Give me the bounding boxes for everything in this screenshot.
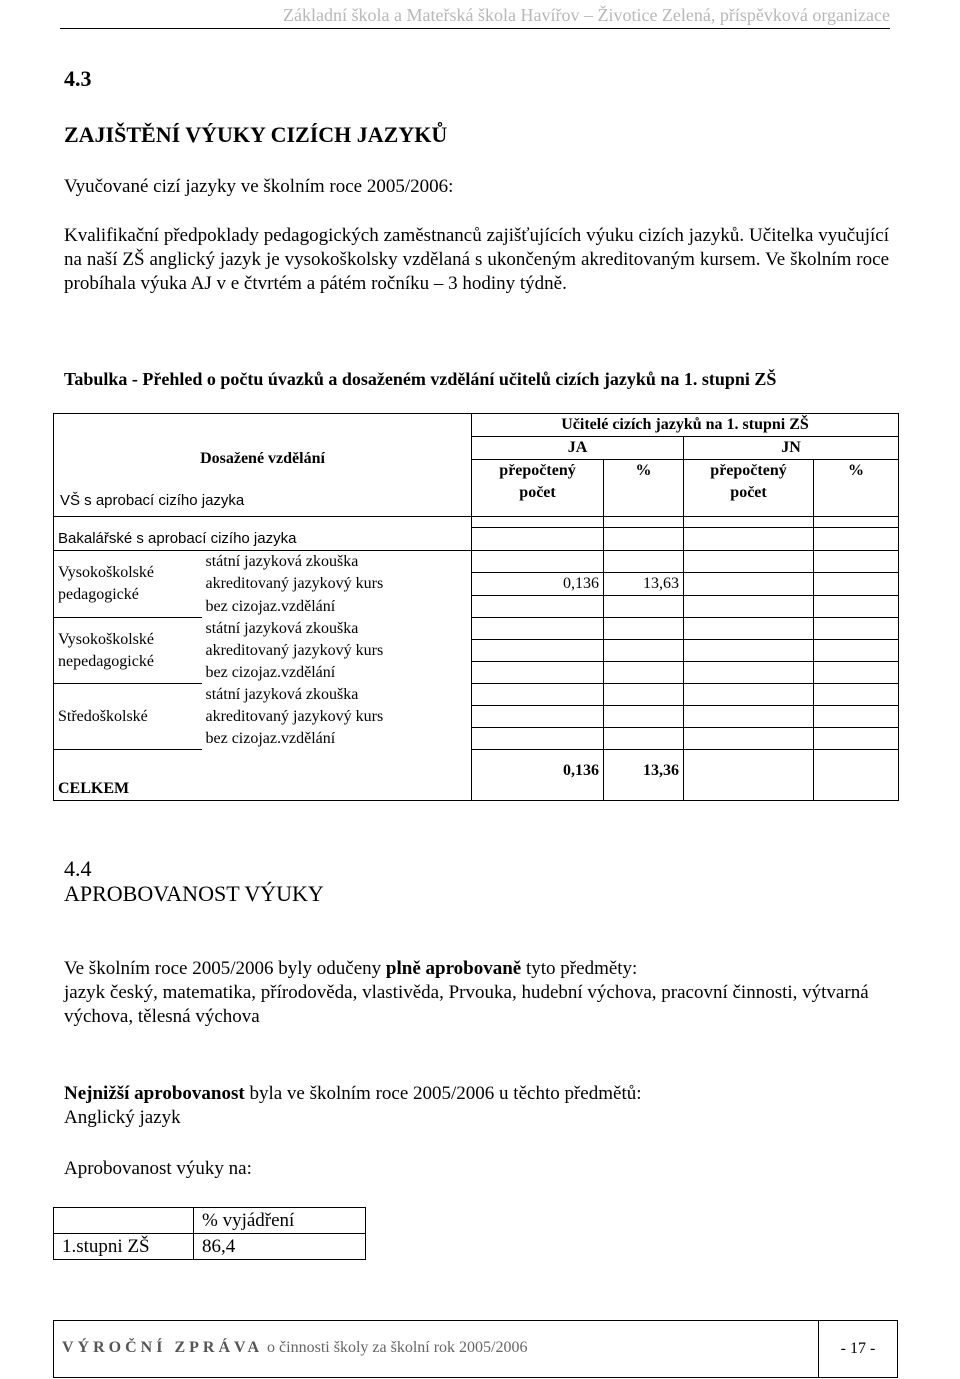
lowest-aprobation-text: byla ve školním roce 2005/2006 u těchto předmětů: — [249, 1083, 642, 1104]
cell-ja-pct — [604, 596, 684, 618]
cell-jn-count — [684, 596, 814, 618]
total-label — [54, 750, 472, 801]
group-name-0-line1: Vysokoškolské — [58, 563, 155, 581]
spacer-cell — [472, 517, 604, 528]
row-label: bez cizojaz.vzdělání — [202, 728, 472, 750]
aprobation-table-row — [54, 1234, 366, 1260]
group-name-1 — [54, 618, 202, 684]
header-education-label: Dosažené vzdělání — [200, 450, 325, 467]
cell-ja-pct — [604, 640, 684, 662]
row-label: bez cizojaz.vzdělání — [202, 662, 472, 684]
cell-jn-pct — [814, 596, 899, 618]
aprobation-table-empty-cell — [54, 1208, 194, 1234]
cell-jn-count — [684, 640, 814, 662]
aprobation-table-header-row — [54, 1208, 366, 1234]
cell-jn-pct — [814, 573, 899, 596]
cell-jn-count — [684, 684, 814, 706]
header-jn-count-line2: počet — [730, 484, 767, 501]
header-ja: JA — [472, 437, 684, 460]
cell-jn-count — [684, 706, 814, 728]
spacer-cell — [604, 517, 684, 528]
group-name-2 — [54, 684, 202, 750]
header-education — [54, 414, 472, 517]
cell-ja-pct: 13,63 — [604, 573, 684, 596]
cell-jn-pct — [814, 684, 899, 706]
spacer-left — [54, 517, 472, 528]
table-row-g1-r0 — [54, 618, 899, 640]
header-teachers: Učitelé cizích jazyků na 1. stupni ZŠ — [472, 414, 899, 437]
cell-ja-count — [472, 618, 604, 640]
group-name-0-line2: pedagogické — [58, 585, 139, 603]
cell-jn-pct — [814, 706, 899, 728]
empty-cell — [814, 528, 899, 551]
cell-jn-pct — [814, 662, 899, 684]
table-row-g0-r0 — [54, 550, 899, 573]
intro-text: Vyučované cizí jazyky ve školním roce 2005/2006: — [64, 176, 454, 197]
table-total-row — [54, 750, 899, 801]
qualification-paragraph: Kvalifikační předpoklady pedagogických zaměstnanců zajišťujících výuku cizích jazyků. Učitelka vyučující na naší ZŠ anglický jazyk je vysokoškolsky vzdělaná s ukončeným akreditovaným kursem. Ve školním roce probíhala výuka AJ v e čtvrtém a pátém ročníku – 3 hodiny týdně. — [64, 225, 889, 294]
aprobation-paragraph — [64, 957, 894, 1029]
group-name-1-line1: Vysokoškolské — [58, 630, 155, 648]
row-label: akreditovaný jazykový kurs — [202, 706, 472, 728]
aprobation-table-row-label: 1.stupni ZŠ — [54, 1234, 194, 1260]
section-title-4-3: ZAJIŠTĚNÍ VÝUKY CIZÍCH JAZYKŮ — [64, 122, 448, 147]
aprobation-table — [53, 1207, 366, 1260]
aprobation-fully: plně — [385, 958, 421, 979]
row-vs-aprobation: VŠ s aprobací cizího jazyka — [60, 492, 245, 509]
cell-ja-count — [472, 550, 604, 573]
cell-ja-count — [472, 706, 604, 728]
teachers-table — [53, 413, 899, 801]
row-label: bez cizojaz.vzdělání — [202, 596, 472, 618]
cell-jn-pct — [814, 728, 899, 750]
section-title-4-4: APROBOVANOST VÝUKY — [64, 881, 324, 906]
row-label: státní jazyková zkouška — [202, 618, 472, 640]
header-jn-pct: % — [814, 460, 899, 517]
aprobation-subjects-intro: tyto předměty: — [526, 958, 638, 979]
cell-ja-count — [472, 728, 604, 750]
total-ja-count: 0,136 — [472, 750, 604, 801]
group-name-0 — [54, 550, 202, 618]
cell-ja-count: 0,136 — [472, 573, 604, 596]
table-row-g2-r0 — [54, 684, 899, 706]
page-footer — [53, 1320, 898, 1378]
teachers-table-body — [54, 414, 899, 801]
row-label: akreditovaný jazykový kurs — [202, 573, 472, 596]
header-ja-count-line2: počet — [519, 484, 556, 501]
table-spacer-row — [54, 517, 899, 528]
header-ja-count-line1: přepočtený — [499, 462, 576, 479]
empty-cell — [684, 528, 814, 551]
cell-jn-count — [684, 728, 814, 750]
table-header-row — [54, 414, 899, 437]
table-caption: Tabulka - Přehled o počtu úvazků a dosaženém vzdělání učitelů cizích jazyků na 1. stupni ZŠ — [64, 369, 777, 389]
cell-ja-pct — [604, 728, 684, 750]
spacer-cell — [814, 517, 899, 528]
header-jn-count-line1: přepočtený — [710, 462, 787, 479]
cell-jn-pct — [814, 550, 899, 573]
cell-ja-count — [472, 662, 604, 684]
header-jn-count — [684, 460, 814, 517]
section-number-4-4: 4.4 — [64, 856, 92, 881]
spacer-cell — [684, 517, 814, 528]
cell-ja-count — [472, 596, 604, 618]
total-jn-pct — [814, 750, 899, 801]
lowest-aprobation-subject: Anglický jazyk — [64, 1107, 181, 1128]
header-jn: JN — [684, 437, 899, 460]
cell-ja-pct — [604, 550, 684, 573]
aprobation-approved: aprobovaně — [425, 958, 522, 979]
lowest-aprobation-paragraph — [64, 1082, 642, 1130]
header-ja-count — [472, 460, 604, 517]
cell-jn-count — [684, 550, 814, 573]
aprobation-subject-list: jazyk český, matematika, přírodověda, vlastivěda, Prvouka, hudební výchova, pracovní činnosti, výtvarná výchova, tělesná výchova — [64, 982, 869, 1027]
header-ja-pct: % — [604, 460, 684, 517]
footer-text — [62, 1339, 527, 1357]
group-name-2-line1: Středoškolské — [58, 707, 148, 725]
aprobation-on-label: Aprobovanost výuky na: — [64, 1158, 252, 1179]
cell-jn-count — [684, 618, 814, 640]
cell-ja-pct — [604, 684, 684, 706]
empty-cell — [604, 528, 684, 551]
footer-subtitle: o činnosti školy za školní rok 2005/2006 — [267, 1339, 528, 1356]
cell-ja-count — [472, 640, 604, 662]
cell-jn-pct — [814, 640, 899, 662]
table-row-bakalarske — [54, 528, 899, 551]
cell-ja-pct — [604, 662, 684, 684]
row-bakalarske: Bakalářské s aprobací cizího jazyka — [54, 528, 472, 551]
aprobation-intro: Ve školním roce 2005/2006 byly odučeny — [64, 958, 382, 979]
row-label: státní jazyková zkouška — [202, 550, 472, 573]
row-label: státní jazyková zkouška — [202, 684, 472, 706]
footer-annual-report: VÝROČNÍ ZPRÁVA — [62, 1339, 264, 1356]
page-header: Základní škola a Mateřská škola Havířov – Životice Zelená, příspěvková organizace — [60, 4, 890, 29]
row-label: akreditovaný jazykový kurs — [202, 640, 472, 662]
section-number-4-3: 4.3 — [64, 66, 92, 91]
total-ja-pct: 13,36 — [604, 750, 684, 801]
cell-ja-pct — [604, 618, 684, 640]
group-name-1-line2: nepedagogické — [58, 652, 154, 670]
empty-cell — [472, 528, 604, 551]
cell-jn-count — [684, 662, 814, 684]
total-label-text: CELKEM — [58, 780, 130, 797]
cell-jn-pct — [814, 618, 899, 640]
lowest-aprobation-label: Nejnižší aprobovanost — [64, 1083, 245, 1104]
aprobation-table-row-value: 86,4 — [194, 1234, 366, 1260]
total-jn-count — [684, 750, 814, 801]
cell-jn-count — [684, 573, 814, 596]
page-number: - 17 - — [818, 1321, 897, 1377]
aprobation-table-header: % vyjádření — [194, 1208, 366, 1234]
cell-ja-pct — [604, 706, 684, 728]
cell-ja-count — [472, 684, 604, 706]
